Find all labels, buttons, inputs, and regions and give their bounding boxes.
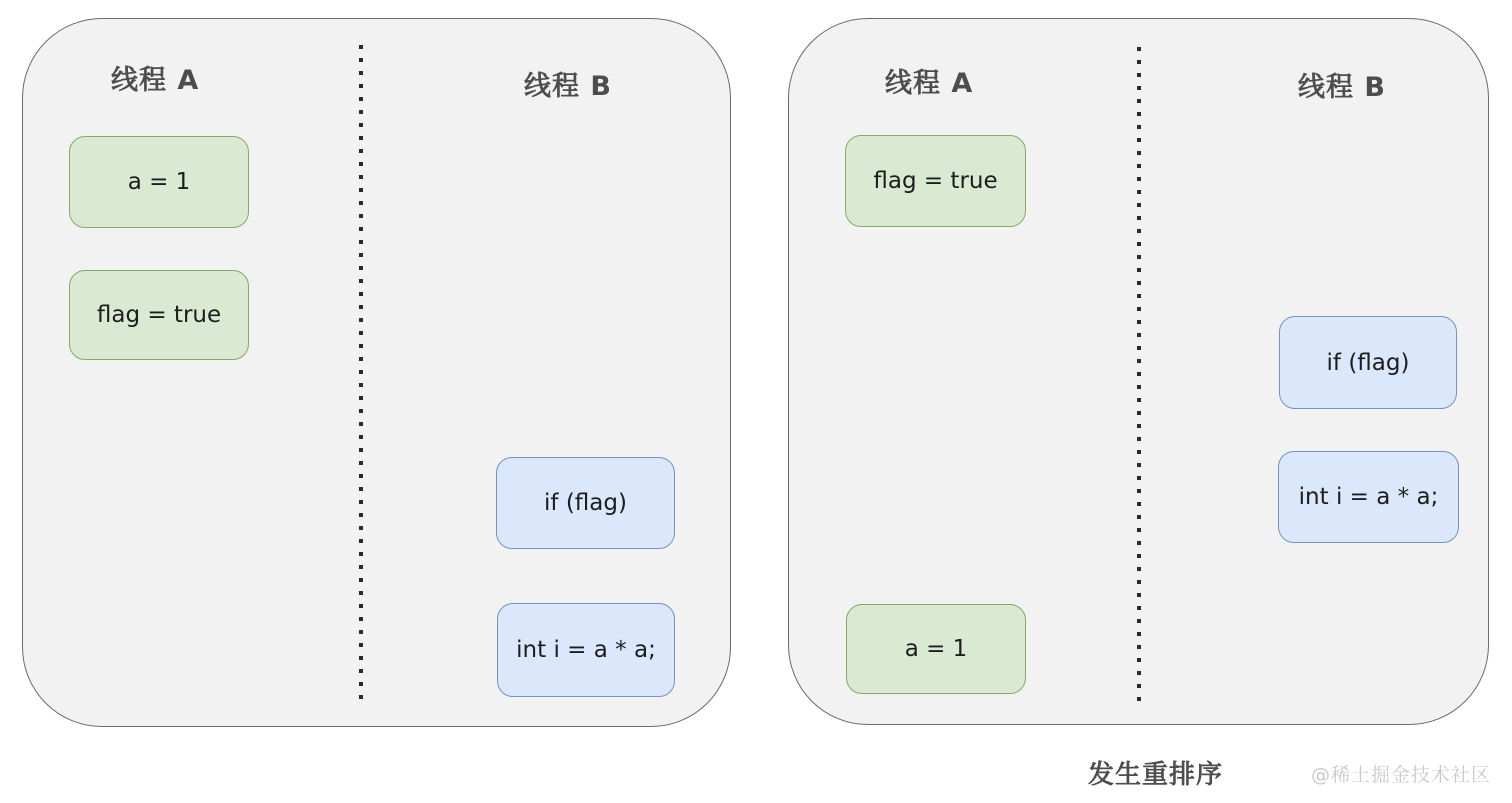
thread-a-header: 线程 A	[885, 68, 974, 99]
watermark-text: @稀土掘金技术社区	[1310, 764, 1491, 786]
step-box-thread-b-1: if (flag)	[496, 457, 675, 549]
panel-after-reorder	[788, 18, 1489, 725]
thread-b-header: 线程 B	[1298, 72, 1386, 103]
step-box-thread-a-2: a = 1	[846, 604, 1026, 694]
thread-divider-dotted-line	[359, 45, 363, 707]
step-box-thread-b-1: if (flag)	[1279, 316, 1457, 409]
thread-b-header: 线程 B	[524, 71, 612, 102]
step-box-thread-b-2: int i = a * a;	[497, 603, 675, 697]
step-box-thread-b-2: int i = a * a;	[1278, 451, 1459, 543]
step-box-thread-a-1: a = 1	[69, 136, 249, 228]
thread-divider-dotted-line	[1137, 47, 1141, 707]
step-box-thread-a-2: flag = true	[69, 270, 249, 360]
thread-a-header: 线程 A	[111, 65, 200, 96]
step-box-thread-a-1: flag = true	[845, 135, 1026, 227]
panel-before-reorder	[22, 18, 731, 727]
reorder-caption: 发生重排序	[1088, 760, 1224, 790]
